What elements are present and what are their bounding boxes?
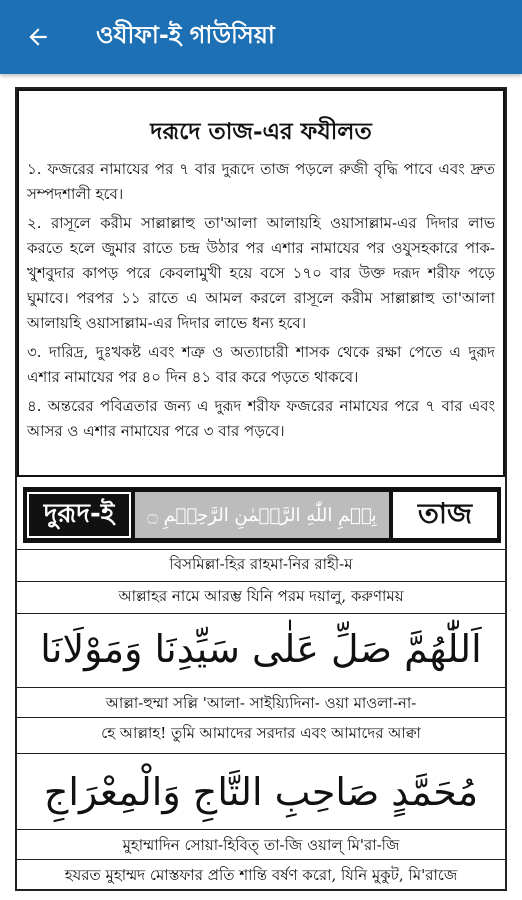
meaning-line-2: হযরত মুহাম্মদ মোস্তফার প্রতি শান্তি বর্ষণ করো, যিনি মুকুট, মি'রাজে <box>17 859 505 889</box>
arabic-line-2: مُحَمَّدٍ صَاحِبِ التَّاجِ وَالْمِعْرَاجِ <box>17 753 505 829</box>
bismillah-transliteration: বিসমিল্লা-হির রাহমা-নির রাহী-ম <box>17 549 505 577</box>
meaning-line-1: হে আল্লাহ! তুমি আমাদের সরদার এবং আমাদের আক্বা <box>17 717 505 747</box>
back-button[interactable] <box>14 13 62 61</box>
fazilat-list <box>27 157 495 448</box>
banner-left-label: দুরূদ-ই <box>27 492 131 538</box>
bismillah-arabic: بِسۡمِ اللّٰهِ الرَّحۡمٰنِ الرَّحِیۡمِ ۝ <box>135 492 389 538</box>
fazilat-item: ৩. দারিদ্র, দুঃখকষ্ট এবং শত্রু ও অত্যাচারী শাসক থেকে রক্ষা পেতে এ দুরূদ এশার নামাযের পর ৪০ দিন ৪১ বার করে পড়তে থাকবে। <box>27 343 495 386</box>
app-bar <box>0 0 522 74</box>
arabic-line-1: اَللّٰهُمَّ صَلِّ عَلٰى سَيِّدِنَا وَمَوْلَانَا <box>17 613 505 683</box>
content-frame <box>15 87 507 891</box>
fazilat-heading: দরূদে তাজ-এর ফযীলত <box>150 118 372 145</box>
durood-banner <box>23 487 501 543</box>
fazilat-item: ২. রাসূলে করীম সাল্লাল্লাহু তা'আলা আলায়হি ওয়াসাল্লাম-এর দিদার লাভ করতে হলে জুমার রাতে চন্দ্র উঠার পর এশার নামাযের পর ওযুসহকারে পাক-খুশবুদার কাপড় পরে কেবলামুখী হয়ে বসে ১৭০ বার উক্ত দরূদ শরীফ পড়ে ঘুমাবে। পরপর ১১ রাতে এ আমল করলে রাসূলে করীম সাল্লাল্লাহু তা'আলা আলায়হি ওয়াসাল্লাম-এর দিদার লাভে ধন্য হবে। <box>27 214 495 332</box>
arrow-back-icon <box>25 24 51 50</box>
page-title: ওযীফা-ই গাউসিয়া <box>96 21 275 49</box>
bismillah-meaning: আল্লাহর নামে আরম্ভ যিনি পরম দয়ালু, করুণাময় <box>17 581 505 609</box>
fazilat-box <box>17 89 505 477</box>
fazilat-item: ৪. অন্তরের পবিত্রতার জন্য এ দুরূদ শরীফ ফজরের নামাযের পরে ৭ বার এবং আসর ও এশার নামাযের পরে ৩ বার পড়বে। <box>27 397 495 440</box>
transliteration-line-1: আল্লা-হুম্মা সল্লি 'আলা- সাইয়্যিদিনা- ওয়া মাওলা-না- <box>17 687 505 717</box>
banner-right-label: তাজ <box>393 492 497 538</box>
transliteration-line-2: মুহাম্মাদিন সোয়া-হিবিত্ তা-জি ওয়াল্ মি'রা-জি <box>17 829 505 859</box>
fazilat-item: ১. ফজরের নামাযের পর ৭ বার দুরূদে তাজ পড়লে রুজী বৃদ্ধি পাবে এবং দ্রুত সম্পদশালী হবে। <box>27 160 495 203</box>
